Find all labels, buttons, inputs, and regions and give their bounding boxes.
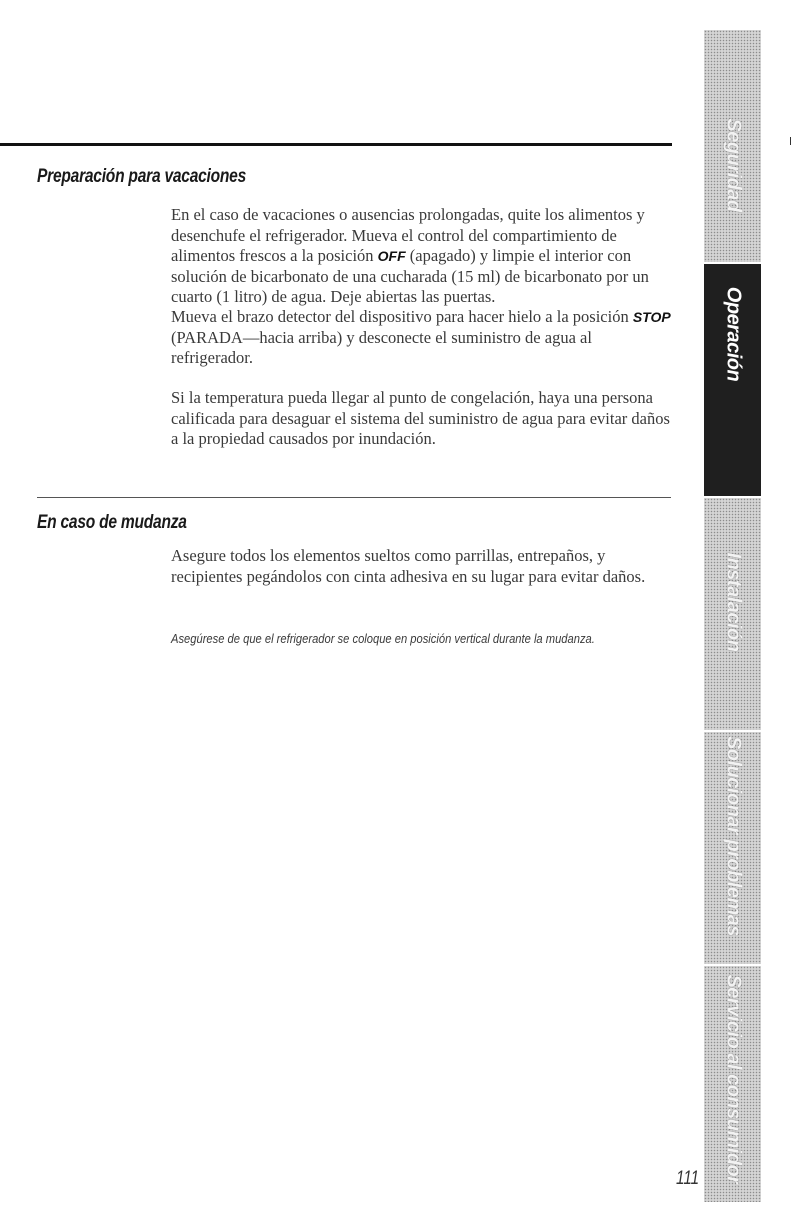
tab-solucionar-problemas[interactable] (704, 732, 761, 964)
keyword-off: OFF (377, 248, 406, 264)
tab-label-seguridad: Seguridad (722, 117, 744, 212)
tab-label-instalacion: Instalación (722, 552, 744, 652)
tab-label-solucionar-problemas: Solucionar problemas (722, 736, 744, 937)
paragraph-vacaciones-2: Mueva el brazo detector del dispositivo para hacer hielo a la posición STOP (PARADA—hacia arriba) y desconecte el suministro de agua al refrigerador. (171, 307, 671, 367)
section-divider (37, 497, 671, 498)
paragraph-vacaciones-1: En el caso de vacaciones o ausencias prolongadas, quite los alimentos y desenchufe el refrigerador. Mueva el control del compartimiento de alimentos frescos a la posición OFF (apagado) y limpie el interior con solución de bicarbonato de una cucharada (15 ml) de bicarbonato por un cuarto (1 litro) de agua. Deje abiertas las puertas. (171, 205, 649, 306)
tab-label-operacion: Operación (722, 286, 744, 381)
mudanza-note: Asegúrese de que el refrigerador se coloque en posición vertical durante la mudanza. (171, 631, 595, 646)
paragraph-mudanza: Asegure todos los elementos sueltos como parrillas, entrepaños, y recipientes pegándolos con cinta adhesiva en su lugar para evitar daños. (171, 546, 646, 586)
paragraph-vacaciones-3: Si la temperatura pueda llegar al punto de congelación, haya una persona calificada para desaguar el sistema del suministro de agua para evitar daños a la propiedad causados por inundación. (171, 388, 670, 448)
tab-label-servicio-al-consumidor: Servicio al consumidor (722, 974, 744, 1184)
tab-operacion[interactable] (704, 264, 761, 496)
tab-servicio-al-consumidor[interactable] (704, 966, 761, 1202)
tab-instalacion[interactable] (704, 498, 761, 730)
tab-seguridad[interactable] (704, 30, 761, 262)
page-number: 111 (676, 1168, 700, 1189)
top-rule (0, 143, 672, 146)
section-heading-mudanza: En caso de mudanza (37, 512, 187, 533)
section-tabs (704, 30, 761, 1202)
keyword-stop: STOP (632, 309, 671, 325)
edge-mark (790, 137, 791, 145)
section-heading-vacaciones: Preparación para vacaciones (37, 166, 247, 187)
